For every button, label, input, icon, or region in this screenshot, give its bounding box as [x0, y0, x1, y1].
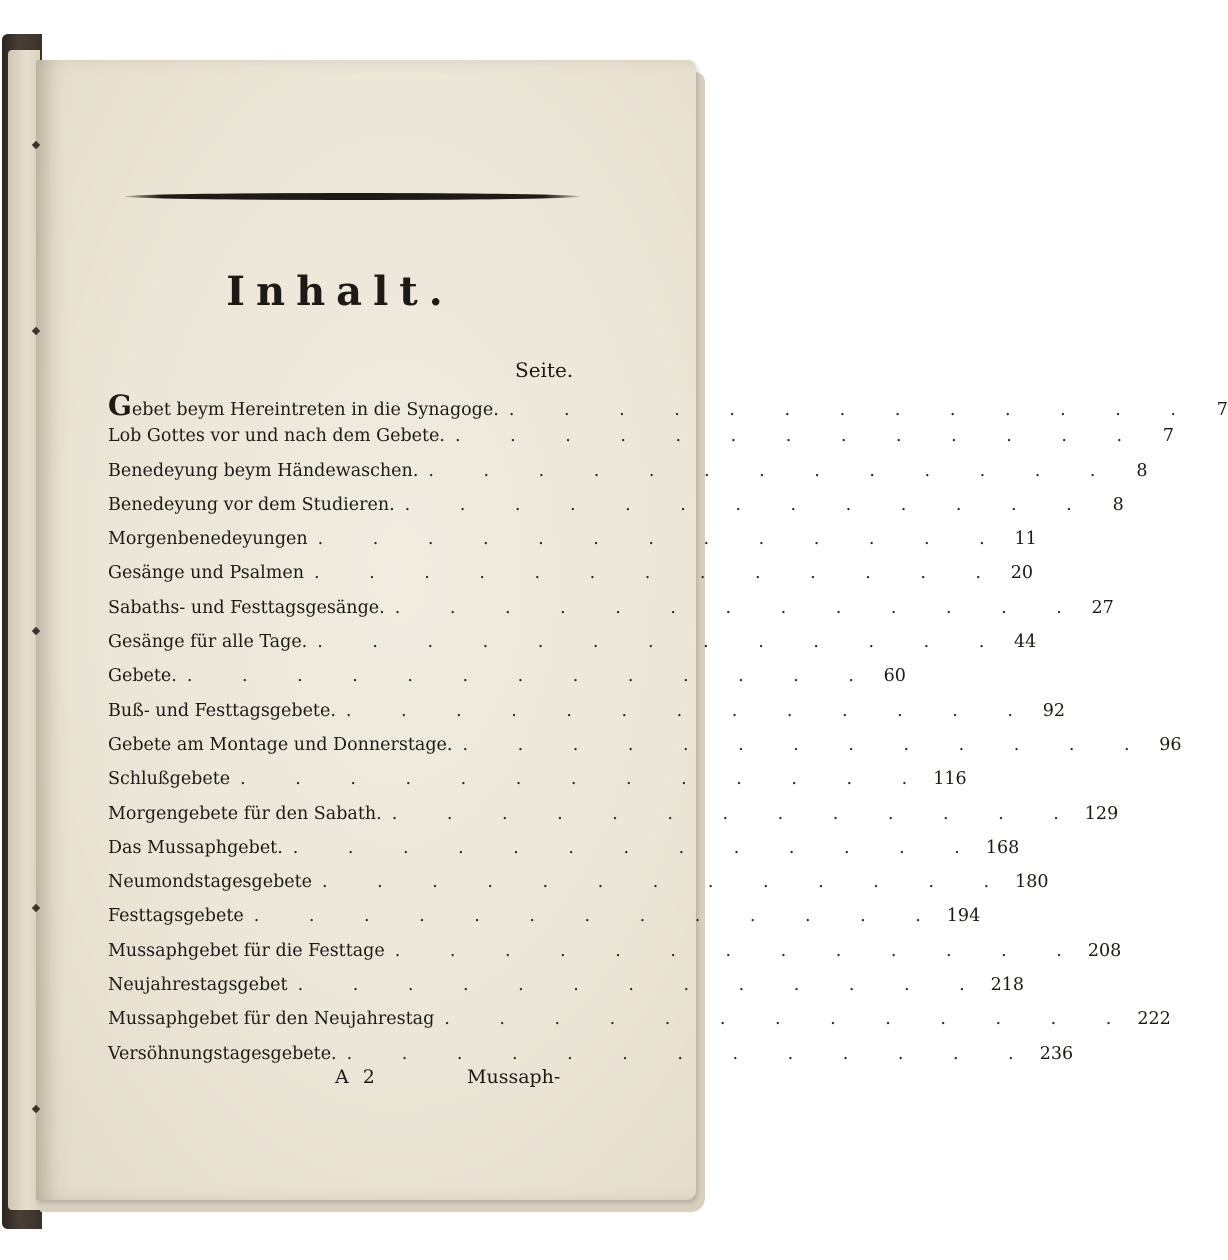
toc-page-number: 236 [1039, 1043, 1074, 1064]
toc-entry-text: Versöhnungstagesgebete. [108, 1043, 337, 1064]
toc-entry [108, 1009, 1171, 1043]
toc-page-number: 20 [1010, 563, 1034, 584]
toc-entry [108, 597, 1114, 632]
toc-entry-text: Neujahrestagsgebet [108, 975, 288, 996]
dot-leader: . . . . . . . . . . . . . [322, 872, 1012, 893]
toc-page-number: 7 [1162, 426, 1175, 447]
dot-leader: . . . . . . . . . . . . . [404, 494, 1094, 515]
toc-entry-title [108, 804, 382, 824]
dot-leader: . . . . . . . . . . . . . [253, 906, 943, 927]
toc-entry-text: Gesänge für alle Tage. [108, 632, 308, 653]
toc-page-number: 168 [985, 837, 1020, 858]
toc-entry [108, 769, 967, 803]
dot-leader: . . . . . . . . . . . . . [240, 769, 930, 790]
toc-entry-text: Morgengebete für den Sabath. [108, 803, 382, 824]
toc-entry [108, 426, 1175, 460]
dot-leader: . . . . . . . . . . . . . [317, 632, 1007, 653]
toc-page-number: 92 [1042, 700, 1065, 721]
toc-entry-text: Gesänge und Psalmen [108, 563, 304, 584]
toc-entry-title [108, 461, 418, 481]
toc-entry [108, 666, 906, 700]
toc-entry-title [108, 563, 304, 583]
toc-entry [108, 940, 1122, 975]
toc-entry-title [108, 701, 336, 721]
page-title: Inhalt. [226, 268, 454, 315]
dot-leader: . . . . . . . . . . . . . [394, 940, 1084, 961]
toc-entry-text: Das Mussaphgebet. [108, 837, 283, 858]
toc-entry-title [108, 598, 385, 618]
toc-entry-title [108, 975, 288, 995]
toc-page-number: 11 [1014, 529, 1037, 550]
decorated-initial: G [108, 389, 132, 422]
toc-page-number: 222 [1137, 1009, 1171, 1030]
dot-leader: . . . . . . . . . . . . . [346, 1043, 1036, 1064]
toc-entry [108, 975, 1025, 1009]
toc-page-number: 27 [1091, 597, 1114, 618]
dot-leader: . . . . . . . . . . . . . [508, 400, 1198, 420]
toc-entry [108, 389, 1228, 426]
toc-entry-text: Benedeyung vor dem Studieren. [108, 494, 395, 515]
toc-page-number: 116 [933, 769, 967, 790]
toc-entry-text: Benedeyung beym Händewaschen. [108, 460, 419, 481]
dot-leader: . . . . . . . . . . . . . [345, 700, 1035, 721]
dot-leader: . . . . . . . . . . . . . [428, 460, 1118, 481]
toc-entry-title [108, 389, 499, 422]
toc-page-number: 208 [1087, 940, 1122, 961]
dot-leader: . . . . . . . . . . . . . [186, 666, 876, 687]
catchword: Mussaph- [467, 1066, 561, 1088]
toc-entry [108, 494, 1124, 529]
toc-page-number: 8 [1136, 460, 1148, 481]
toc-entry-text: Sabaths- und Festtagsgesänge. [108, 597, 385, 618]
toc-entry [108, 906, 981, 940]
toc-page-number: 44 [1014, 632, 1037, 653]
toc-entry [108, 734, 1182, 769]
toc-page-number: 194 [946, 906, 981, 927]
dot-leader: . . . . . . . . . . . . . [292, 837, 982, 858]
toc-entry-text: Festtagsgebete [108, 906, 244, 927]
toc-entry-title [108, 941, 385, 961]
toc-entry-text: Schlußgebete [108, 769, 231, 790]
dot-leader: . . . . . . . . . . . . . [462, 734, 1152, 755]
toc-entry-title [108, 872, 312, 892]
toc-entry-title [108, 632, 307, 652]
toc-entry-text: Mussaphgebet für den Neujahrestag [108, 1009, 435, 1030]
toc-entry-text: Gebete. [108, 666, 177, 687]
toc-entry [108, 700, 1065, 735]
toc-entry-title [108, 1009, 434, 1029]
dot-leader: . . . . . . . . . . . . . [394, 597, 1084, 618]
toc-entry-title [108, 1044, 337, 1064]
decorative-rule [125, 193, 580, 200]
toc-page-number: 96 [1159, 734, 1182, 755]
table-of-contents [108, 389, 1228, 1078]
toc-entry [108, 460, 1148, 495]
toc-entry-text: Neumondstagesgebete [108, 872, 313, 893]
toc-entry-text: Lob Gottes vor und nach dem Gebete. [108, 426, 445, 447]
signature-mark: A 2 [335, 1066, 379, 1088]
dot-leader: . . . . . . . . . . . . . [391, 803, 1081, 824]
toc-entry-title [108, 906, 244, 926]
toc-entry-title [108, 769, 230, 789]
toc-entry-title [108, 529, 308, 549]
toc-entry [108, 529, 1037, 563]
toc-entry-text: Buß- und Festtagsgebete. [108, 700, 336, 721]
toc-entry [108, 632, 1037, 666]
toc-entry [108, 563, 1034, 597]
toc-entry [108, 837, 1020, 872]
toc-page-number: 218 [990, 975, 1025, 996]
toc-entry [108, 872, 1049, 906]
toc-entry-title [108, 838, 283, 858]
toc-entry-title [108, 735, 452, 755]
toc-entry [108, 803, 1119, 838]
toc-page-number: 7 [1216, 400, 1228, 420]
toc-page-number: 60 [883, 666, 906, 687]
toc-entry-text: Gebete am Montage und Donnerstage. [108, 734, 453, 755]
toc-page-number: 129 [1084, 803, 1119, 824]
toc-entry-title [108, 666, 177, 686]
toc-page-number: 8 [1112, 494, 1124, 515]
dot-leader: . . . . . . . . . . . . . [297, 975, 987, 996]
dot-leader: . . . . . . . . . . . . . [317, 529, 1007, 550]
toc-entry-title [108, 495, 395, 515]
dot-leader: . . . . . . . . . . . . . [454, 426, 1145, 447]
toc-entry-title [108, 426, 445, 446]
toc-page-number: 180 [1015, 872, 1049, 893]
toc-entry-text: Mussaphgebet für die Festtage [108, 940, 385, 961]
page-column-header: Seite. [515, 358, 574, 382]
toc-entry-text: Morgenbenedeyungen [108, 529, 308, 550]
dot-leader: . . . . . . . . . . . . . [314, 563, 1004, 584]
dot-leader: . . . . . . . . . . . . . [444, 1009, 1134, 1030]
toc-entry-text: ebet beym Hereintreten in die Synagoge. [131, 400, 499, 420]
